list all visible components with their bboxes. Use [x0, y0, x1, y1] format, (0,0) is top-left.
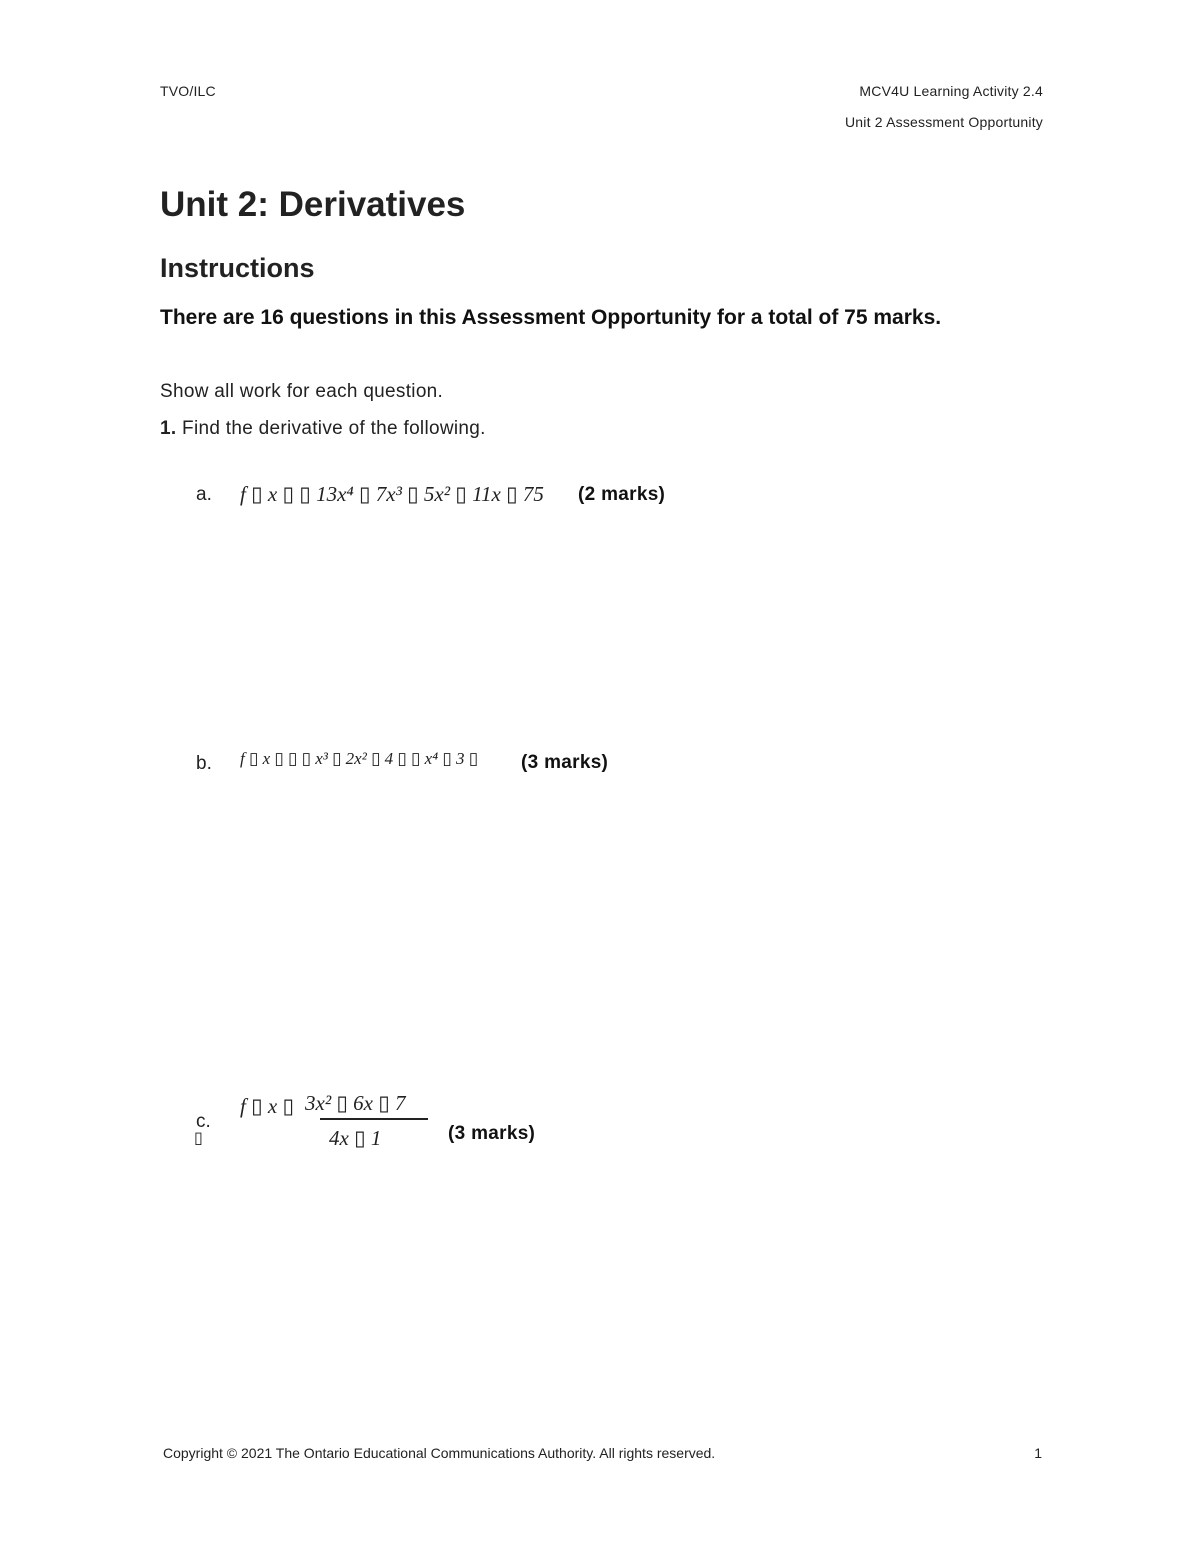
page-title: Unit 2: Derivatives [160, 185, 466, 224]
part-c-numerator: 3x² ▯ 6x ▯ 7 [305, 1091, 406, 1115]
part-c-lhs: f ▯ x ▯ [240, 1094, 295, 1118]
part-c-label: c. [196, 1111, 211, 1132]
question-number: 1. [160, 418, 177, 439]
part-c-denominator: 4x ▯ 1 [329, 1126, 382, 1150]
header-left: TVO/ILC [160, 83, 216, 99]
part-c-missing-glyph: ▯ [194, 1128, 203, 1147]
footer-copyright: Copyright © 2021 The Ontario Educational Communications Authority. All rights reserved. [163, 1445, 716, 1461]
question-text: Find the derivative of the following. [182, 418, 486, 439]
page-number: 1 [1034, 1445, 1042, 1461]
part-b-marks: (3 marks) [521, 752, 609, 773]
part-b-expression: f ▯ x ▯ ▯ ▯ x³ ▯ 2x² ▯ 4 ▯ ▯ x⁴ ▯ 3 ▯ [240, 749, 479, 768]
part-b-label: b. [196, 753, 212, 774]
part-c-marks: (3 marks) [448, 1123, 536, 1144]
part-a-expression: f ▯ x ▯ ▯ 13x⁴ ▯ 7x³ ▯ 5x² ▯ 11x ▯ 75 [240, 482, 544, 506]
header-unit: Unit 2 Assessment Opportunity [845, 114, 1043, 130]
part-a-label: a. [196, 484, 212, 505]
part-c-fraction-bar [320, 1118, 428, 1120]
part-a-marks: (2 marks) [578, 484, 666, 505]
show-work-text: Show all work for each question. [160, 381, 444, 402]
section-heading: Instructions [160, 253, 315, 283]
intro-text: There are 16 questions in this Assessment Opportunity for a total of 75 marks. [160, 306, 942, 329]
question-1 [160, 418, 486, 440]
header-course: MCV4U Learning Activity 2.4 [859, 83, 1043, 99]
